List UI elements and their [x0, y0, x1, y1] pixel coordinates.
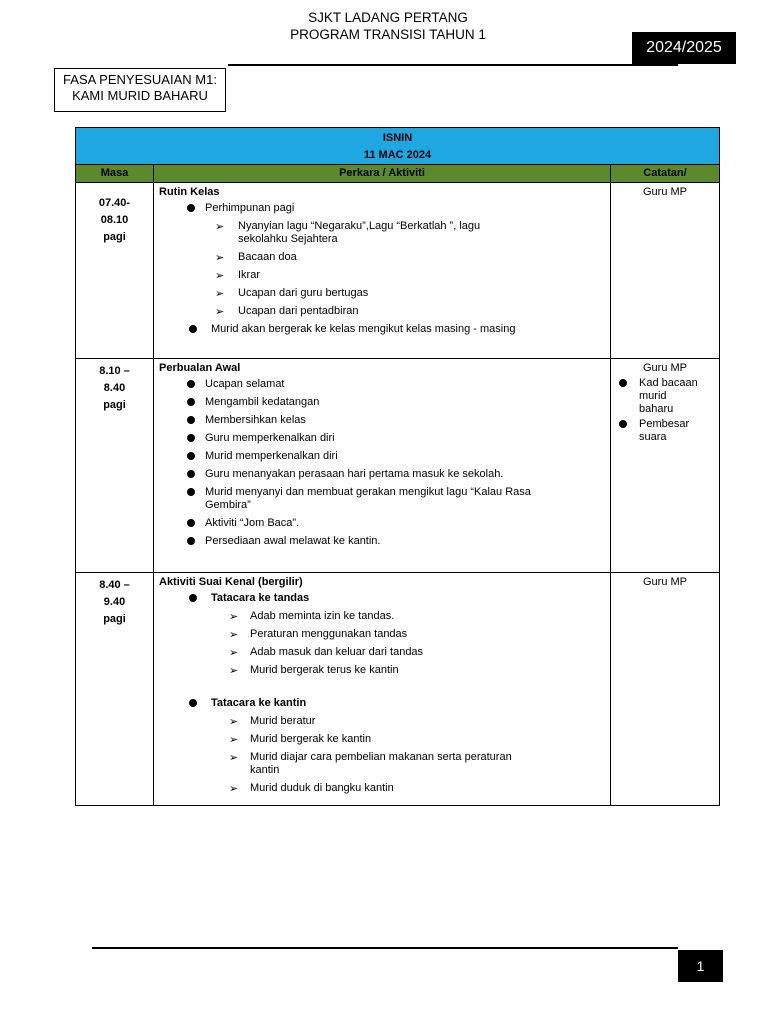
time-end: 9.40 — [103, 596, 126, 608]
time-start: 8.40 – — [99, 579, 130, 591]
table-row — [76, 183, 720, 359]
sub-list-item: ➢ Nyanyian lagu “Negaraku”,Lagu “Berkatlah ”, lagu sekolahku Sejahtera — [159, 220, 499, 246]
time-cell — [76, 183, 154, 359]
activity-title: Rutin Kelas — [159, 186, 220, 198]
sub-list-item: ➢ Bacaan doa — [159, 251, 606, 264]
list-item: Tatacara ke tandas — [159, 592, 606, 605]
note-cell — [611, 573, 720, 806]
column-header-row — [76, 165, 720, 183]
activity-cell — [154, 359, 611, 573]
list-item: Murid memperkenalkan diri — [159, 450, 606, 463]
activity-title: Aktiviti Suai Kenal (bergilir) — [159, 576, 303, 588]
activity-cell — [154, 183, 611, 359]
activity-title: Perbualan Awal — [159, 362, 241, 374]
sub-list-item: ➢ Murid duduk di bangku kantin — [159, 782, 606, 795]
list-item: Aktiviti “Jom Baca”. — [159, 517, 606, 530]
school-name: SJKT LADANG PERTANG — [308, 10, 468, 25]
time-period: pagi — [103, 399, 126, 411]
day-name: ISNIN — [382, 132, 413, 144]
sub-list-item: ➢ Ikrar — [159, 269, 606, 282]
sub-list-item: ➢ Ucapan dari pentadbiran — [159, 305, 606, 318]
note-teacher: Guru MP — [643, 186, 688, 198]
phase-line-2: KAMI MURID BAHARU — [72, 88, 208, 103]
note-item: Kad bacaan murid baharu — [611, 377, 701, 416]
time-start: 07.40- — [98, 197, 131, 209]
list-item: Tatacara ke kantin — [159, 697, 606, 710]
list-item: Perhimpunan pagi — [159, 202, 606, 215]
list-item: Membersihkan kelas — [159, 414, 606, 427]
sub-list-item: ➢ Murid beratur — [159, 715, 606, 728]
list-item: Murid akan bergerak ke kelas mengikut kelas masing - masing — [159, 323, 606, 336]
schedule-table — [75, 127, 720, 806]
time-end: 8.40 — [103, 382, 126, 394]
note-teacher: Guru MP — [643, 576, 688, 588]
list-item: Persediaan awal melawat ke kantin. — [159, 535, 606, 548]
spacer — [159, 682, 606, 694]
note-cell — [611, 183, 720, 359]
list-item: Guru memperkenalkan diri — [159, 432, 606, 445]
note-teacher: Guru MP — [643, 362, 688, 374]
sub-list-item: ➢ Murid bergerak terus ke kantin — [159, 664, 606, 677]
day-header-row — [76, 128, 720, 165]
sub-list-item: ➢ Murid diajar cara pembelian makanan serta peraturan kantin — [159, 751, 539, 777]
activity-cell — [154, 573, 611, 806]
list-item: Murid menyanyi dan membuat gerakan mengikut lagu “Kalau Rasa Gembira” — [159, 486, 559, 512]
list-item: Guru menanyakan perasaan hari pertama masuk ke sekolah. — [159, 468, 606, 481]
time-period: pagi — [103, 231, 126, 243]
sub-list-item: ➢ Adab meminta izin ke tandas. — [159, 610, 606, 623]
note-item: Pembesar suara — [611, 418, 701, 444]
time-cell — [76, 359, 154, 573]
phase-box — [54, 68, 226, 112]
time-end: 08.10 — [100, 214, 129, 226]
col-header-aktiviti: Perkara / Aktiviti — [154, 165, 611, 183]
sub-list-item: ➢ Ucapan dari guru bertugas — [159, 287, 606, 300]
page-number: 1 — [678, 950, 723, 982]
time-start: 8.10 – — [99, 365, 130, 377]
list-item: Ucapan selamat — [159, 378, 606, 391]
footer-divider — [92, 947, 678, 949]
year-badge: 2024/2025 — [632, 32, 736, 64]
program-name: PROGRAM TRANSISI TAHUN 1 — [290, 27, 486, 42]
list-item: Mengambil kedatangan — [159, 396, 606, 409]
table-row — [76, 359, 720, 573]
time-period: pagi — [103, 613, 126, 625]
table-row — [76, 573, 720, 806]
time-cell — [76, 573, 154, 806]
header-divider — [228, 64, 678, 66]
sub-list-item: ➢ Peraturan menggunakan tandas — [159, 628, 606, 641]
sub-list-item: ➢ Murid bergerak ke kantin — [159, 733, 606, 746]
day-date: 11 MAC 2024 — [363, 149, 432, 161]
phase-line-1: FASA PENYESUAIAN M1: — [63, 72, 217, 87]
sub-list-item: ➢ Adab masuk dan keluar dari tandas — [159, 646, 606, 659]
col-header-catatan: Catatan/ — [611, 165, 720, 183]
day-header — [76, 128, 720, 165]
col-header-masa: Masa — [76, 165, 154, 183]
note-cell — [611, 359, 720, 573]
